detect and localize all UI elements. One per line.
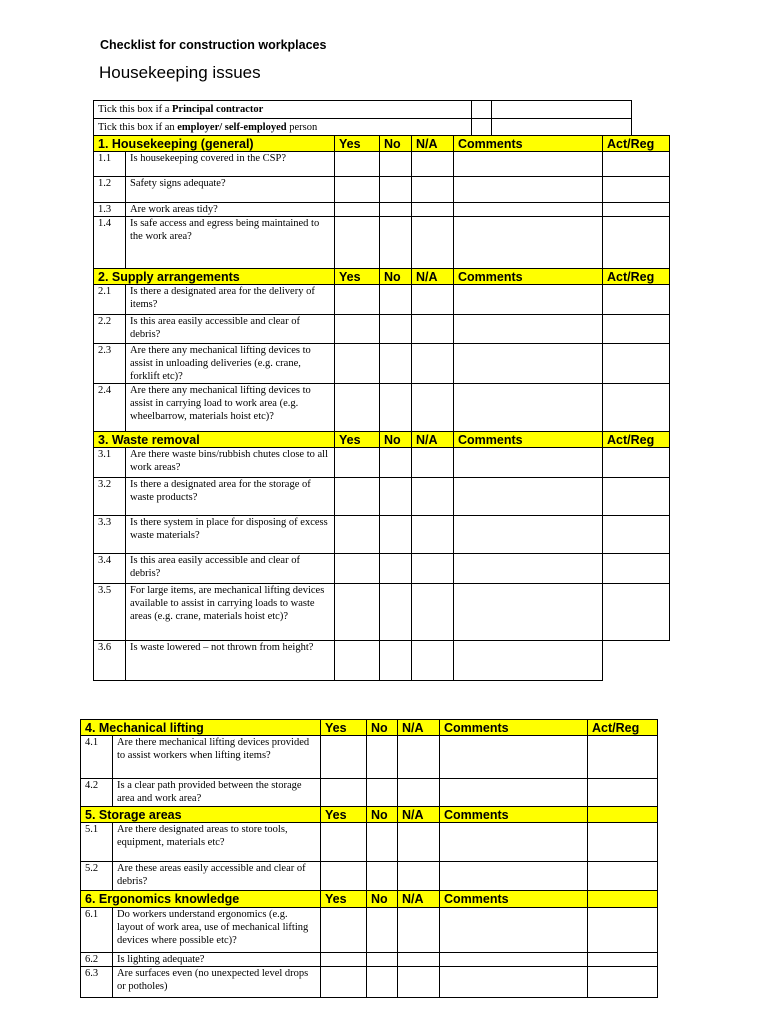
item-number: 3.2 <box>94 478 126 516</box>
na-cell[interactable] <box>412 641 454 681</box>
na-cell[interactable] <box>398 736 440 779</box>
col-yes-header: Yes <box>335 136 380 152</box>
section-title: 5. Storage areas <box>81 807 321 823</box>
section-header <box>94 269 670 285</box>
comments-cell[interactable] <box>454 584 603 641</box>
col-no-header: No <box>380 269 412 285</box>
na-cell[interactable] <box>412 384 454 432</box>
col-no-header: No <box>367 891 398 908</box>
checklist-table-2 <box>80 719 658 998</box>
item-question: Is safe access and egress being maintained to the work area? <box>126 217 335 269</box>
no-cell[interactable] <box>380 554 412 584</box>
col-no-header: No <box>367 720 398 736</box>
item-number: 2.3 <box>94 344 126 384</box>
no-cell[interactable] <box>367 967 398 998</box>
comments-cell[interactable] <box>454 384 603 432</box>
checklist-row <box>94 584 670 641</box>
item-number: 5.2 <box>81 862 113 891</box>
na-cell[interactable] <box>412 285 454 315</box>
yes-cell[interactable] <box>335 516 380 554</box>
item-question: Is a clear path provided between the storage area and work area? <box>113 779 321 807</box>
actreg-cell[interactable] <box>588 953 658 967</box>
actreg-cell[interactable] <box>603 315 670 344</box>
col-na-header: N/A <box>398 720 440 736</box>
checklist-row <box>94 152 670 177</box>
col-yes-header: Yes <box>321 891 367 908</box>
checklist-row <box>94 285 670 315</box>
checklist-row <box>81 736 658 779</box>
item-question: Is this area easily accessible and clear of debris? <box>126 315 335 344</box>
actreg-cell[interactable] <box>603 448 670 478</box>
comments-cell[interactable] <box>454 217 603 269</box>
page-title: Checklist for construction workplaces <box>100 38 327 52</box>
item-number: 1.4 <box>94 217 126 269</box>
col-actreg-header: Act/Reg <box>603 136 670 152</box>
item-number: 3.4 <box>94 554 126 584</box>
comments-cell[interactable] <box>454 285 603 315</box>
comments-cell[interactable] <box>440 908 588 953</box>
comments-cell[interactable] <box>454 203 603 217</box>
col-actreg-header: Act/Reg <box>603 269 670 285</box>
na-cell[interactable] <box>398 823 440 862</box>
checklist-row <box>94 203 670 217</box>
section-title: 1. Housekeeping (general) <box>94 136 335 152</box>
item-number: 2.4 <box>94 384 126 432</box>
actreg-cell[interactable] <box>603 384 670 432</box>
na-cell[interactable] <box>398 862 440 891</box>
comments-cell[interactable] <box>440 736 588 779</box>
item-question: Is this area easily accessible and clear of debris? <box>126 554 335 584</box>
tickbox-table <box>93 100 632 136</box>
yes-cell[interactable] <box>335 384 380 432</box>
col-actreg-header: Act/Reg <box>588 720 658 736</box>
item-number: 4.2 <box>81 779 113 807</box>
actreg-cell[interactable] <box>603 344 670 384</box>
checklist-row <box>94 384 670 432</box>
col-na-header: N/A <box>398 891 440 908</box>
comments-cell[interactable] <box>454 516 603 554</box>
actreg-cell[interactable] <box>588 862 658 891</box>
item-question: Are there waste bins/rubbish chutes close to all work areas? <box>126 448 335 478</box>
yes-cell[interactable] <box>335 217 380 269</box>
item-number: 3.1 <box>94 448 126 478</box>
checklist-row <box>94 478 670 516</box>
na-cell[interactable] <box>412 584 454 641</box>
section-header <box>81 891 658 908</box>
item-question: Is waste lowered – not thrown from height? <box>126 641 335 681</box>
na-cell[interactable] <box>412 344 454 384</box>
no-cell[interactable] <box>380 315 412 344</box>
checklist-row <box>81 779 658 807</box>
yes-cell[interactable] <box>335 554 380 584</box>
na-cell[interactable] <box>412 217 454 269</box>
na-cell[interactable] <box>412 554 454 584</box>
actreg-cell[interactable] <box>603 285 670 315</box>
item-question: Are there any mechanical lifting devices to assist in carrying load to work area (e.g. wheelbarrow, materials hoist etc)? <box>126 384 335 432</box>
item-number: 3.3 <box>94 516 126 554</box>
na-cell[interactable] <box>412 152 454 177</box>
col-no-header: No <box>367 807 398 823</box>
yes-cell[interactable] <box>335 584 380 641</box>
na-cell[interactable] <box>412 448 454 478</box>
col-actreg-header: Act/Reg <box>603 432 670 448</box>
col-comments-header: Comments <box>454 136 603 152</box>
item-question: Is housekeeping covered in the CSP? <box>126 152 335 177</box>
no-cell[interactable] <box>380 217 412 269</box>
checklist-row <box>94 448 670 478</box>
tickbox-label-employer: Tick this box if an employer/ self-employed person <box>94 119 472 136</box>
na-cell[interactable] <box>412 177 454 203</box>
na-cell[interactable] <box>412 315 454 344</box>
section-title: 6. Ergonomics knowledge <box>81 891 321 908</box>
no-cell[interactable] <box>380 177 412 203</box>
item-question: Are work areas tidy? <box>126 203 335 217</box>
actreg-cell[interactable] <box>603 203 670 217</box>
item-number: 2.2 <box>94 315 126 344</box>
no-cell[interactable] <box>367 953 398 967</box>
item-number: 1.3 <box>94 203 126 217</box>
comments-cell[interactable] <box>440 953 588 967</box>
yes-cell[interactable] <box>321 779 367 807</box>
yes-cell[interactable] <box>335 203 380 217</box>
checklist-row <box>81 967 658 998</box>
checklist-row <box>81 862 658 891</box>
section-title: 3. Waste removal <box>94 432 335 448</box>
no-cell[interactable] <box>380 203 412 217</box>
checklist-row <box>94 516 670 554</box>
no-cell[interactable] <box>380 641 412 681</box>
checklist-row <box>81 823 658 862</box>
item-question: Are surfaces even (no unexpected level drops or potholes) <box>113 967 321 998</box>
yes-cell[interactable] <box>321 967 367 998</box>
col-yes-header: Yes <box>321 720 367 736</box>
no-cell[interactable] <box>380 478 412 516</box>
actreg-cell[interactable] <box>603 217 670 269</box>
no-cell[interactable] <box>380 584 412 641</box>
item-question: Is there a designated area for the delivery of items? <box>126 285 335 315</box>
checklist-row <box>94 217 670 269</box>
yes-cell[interactable] <box>335 285 380 315</box>
na-cell[interactable] <box>412 516 454 554</box>
actreg-cell[interactable] <box>603 584 670 641</box>
tickbox-employer[interactable] <box>472 119 492 136</box>
no-cell[interactable] <box>367 862 398 891</box>
comments-cell[interactable] <box>454 315 603 344</box>
comments-cell[interactable] <box>454 448 603 478</box>
yes-cell[interactable] <box>321 862 367 891</box>
no-cell[interactable] <box>380 285 412 315</box>
col-comments-header: Comments <box>440 720 588 736</box>
item-number: 3.5 <box>94 584 126 641</box>
yes-cell[interactable] <box>335 344 380 384</box>
yes-cell[interactable] <box>321 908 367 953</box>
tickbox-label-principal: Tick this box if a Principal contractor <box>94 101 472 119</box>
actreg-cell[interactable] <box>603 177 670 203</box>
na-cell[interactable] <box>398 908 440 953</box>
yes-cell[interactable] <box>321 953 367 967</box>
page-subtitle: Housekeeping issues <box>99 63 261 82</box>
item-question: Are these areas easily accessible and clear of debris? <box>113 862 321 891</box>
comments-cell[interactable] <box>440 862 588 891</box>
item-question: Are there any mechanical lifting devices to assist in unloading deliveries (e.g. crane, forklift etc)? <box>126 344 335 384</box>
comments-cell[interactable] <box>454 641 603 681</box>
item-number: 4.1 <box>81 736 113 779</box>
comments-cell[interactable] <box>440 967 588 998</box>
yes-cell[interactable] <box>335 448 380 478</box>
no-cell[interactable] <box>367 779 398 807</box>
col-comments-header: Comments <box>440 891 588 908</box>
no-cell[interactable] <box>367 736 398 779</box>
no-cell[interactable] <box>380 152 412 177</box>
comments-cell[interactable] <box>454 554 603 584</box>
item-question: Is there system in place for disposing of excess waste materials? <box>126 516 335 554</box>
comments-cell[interactable] <box>440 779 588 807</box>
checklist-row <box>81 908 658 953</box>
section-header <box>81 720 658 736</box>
section-header <box>81 807 658 823</box>
yes-cell[interactable] <box>335 641 380 681</box>
actreg-cell[interactable] <box>603 478 670 516</box>
no-cell[interactable] <box>367 908 398 953</box>
checklist-row <box>94 554 670 584</box>
comments-cell[interactable] <box>454 177 603 203</box>
no-cell[interactable] <box>380 448 412 478</box>
item-number: 6.3 <box>81 967 113 998</box>
no-cell[interactable] <box>380 384 412 432</box>
section-header <box>94 136 670 152</box>
actreg-cell[interactable] <box>588 779 658 807</box>
comments-cell[interactable] <box>454 478 603 516</box>
na-cell[interactable] <box>398 967 440 998</box>
checklist-row <box>94 177 670 203</box>
item-question: For large items, are mechanical lifting devices available to assist in carrying loads to waste areas (e.g. crane, materials hoist etc)? <box>126 584 335 641</box>
comments-cell[interactable] <box>440 823 588 862</box>
actreg-cell[interactable] <box>588 967 658 998</box>
item-question: Are there mechanical lifting devices provided to assist workers when lifting items? <box>113 736 321 779</box>
col-na-header: N/A <box>412 136 454 152</box>
item-number: 3.6 <box>94 641 126 681</box>
section-title: 2. Supply arrangements <box>94 269 335 285</box>
actreg-cell[interactable] <box>588 736 658 779</box>
comments-cell[interactable] <box>454 152 603 177</box>
col-yes-header: Yes <box>321 807 367 823</box>
col-comments-header: Comments <box>454 269 603 285</box>
checklist-table-1 <box>93 135 670 681</box>
col-na-header: N/A <box>412 269 454 285</box>
col-no-header: No <box>380 136 412 152</box>
col-yes-header: Yes <box>335 269 380 285</box>
checklist-row <box>81 953 658 967</box>
item-question: Are there designated areas to store tools, equipment, materials etc? <box>113 823 321 862</box>
section-title: 4. Mechanical lifting <box>81 720 321 736</box>
na-cell[interactable] <box>398 953 440 967</box>
checklist-row <box>94 315 670 344</box>
yes-cell[interactable] <box>321 823 367 862</box>
no-cell[interactable] <box>380 516 412 554</box>
checklist-row <box>94 344 670 384</box>
item-number: 6.1 <box>81 908 113 953</box>
yes-cell[interactable] <box>335 315 380 344</box>
col-comments-header: Comments <box>454 432 603 448</box>
na-cell[interactable] <box>412 478 454 516</box>
col-yes-header: Yes <box>335 432 380 448</box>
item-number: 1.1 <box>94 152 126 177</box>
col-comments-header: Comments <box>440 807 588 823</box>
no-cell[interactable] <box>367 823 398 862</box>
actreg-cell[interactable] <box>603 554 670 584</box>
item-question: Safety signs adequate? <box>126 177 335 203</box>
item-question: Is there a designated area for the storage of waste products? <box>126 478 335 516</box>
col-na-header: N/A <box>398 807 440 823</box>
no-cell[interactable] <box>380 344 412 384</box>
actreg-cell[interactable] <box>588 823 658 862</box>
yes-cell[interactable] <box>321 736 367 779</box>
item-question: Is lighting adequate? <box>113 953 321 967</box>
item-number: 6.2 <box>81 953 113 967</box>
na-cell[interactable] <box>412 203 454 217</box>
actreg-cell[interactable] <box>603 152 670 177</box>
comments-cell[interactable] <box>454 344 603 384</box>
col-na-header: N/A <box>412 432 454 448</box>
yes-cell[interactable] <box>335 478 380 516</box>
actreg-cell[interactable] <box>588 908 658 953</box>
section-header <box>94 432 670 448</box>
item-number: 5.1 <box>81 823 113 862</box>
col-no-header: No <box>380 432 412 448</box>
item-number: 1.2 <box>94 177 126 203</box>
tickbox-principal[interactable] <box>472 101 492 119</box>
item-number: 2.1 <box>94 285 126 315</box>
yes-cell[interactable] <box>335 177 380 203</box>
item-question: Do workers understand ergonomics (e.g. layout of work area, use of mechanical lifting devices where possible etc)? <box>113 908 321 953</box>
yes-cell[interactable] <box>335 152 380 177</box>
na-cell[interactable] <box>398 779 440 807</box>
actreg-cell[interactable] <box>603 516 670 554</box>
checklist-row <box>94 641 670 681</box>
